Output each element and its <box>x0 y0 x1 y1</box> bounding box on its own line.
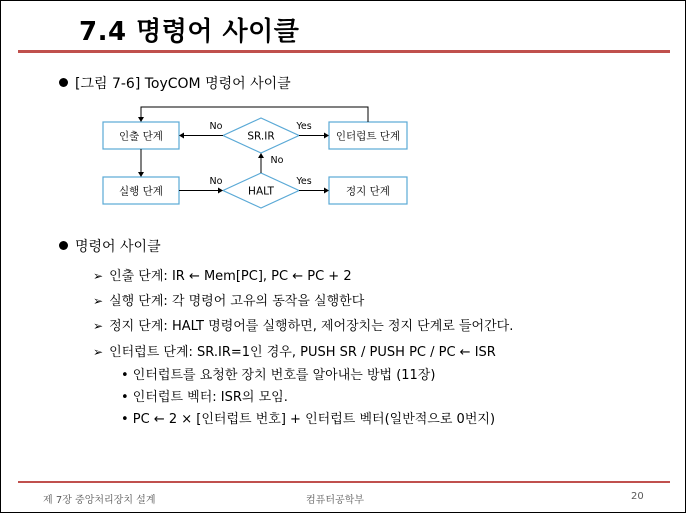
yes-label-sr-ir: Yes <box>296 121 312 132</box>
no-label-sr-ir: No <box>209 121 223 132</box>
bullet-dot-icon <box>59 241 68 250</box>
interrupt-label: 인터럽트 단계 <box>335 130 401 143</box>
no-label-halt-up: No <box>270 155 284 166</box>
halt-state-label: 정지 단계 <box>346 185 390 198</box>
bullet-instruction-cycle <box>59 236 161 256</box>
arrow-bullet-icon: ➢ <box>93 319 104 333</box>
list-item: ➢ 인출 단계: IR ← Mem[PC], PC ← PC + 2 <box>93 269 352 284</box>
list-item: ➢ 인터럽트 단계: SR.IR=1인 경우, PUSH SR / PUSH PC / PC ← ISR <box>93 345 496 360</box>
bullet-figure-caption <box>59 73 291 93</box>
section-heading: 명령어 사이클 <box>75 239 161 255</box>
footer-department: 컴퓨터공학부 <box>306 495 364 506</box>
list-item: ➢ 정지 단계: HALT 명령어를 실행하면, 제어장치는 정지 단계로 들어간다. <box>93 319 514 334</box>
arrow-bullet-icon: ➢ <box>93 294 104 308</box>
footer-chapter: 제 7장 중앙처리장치 설계 <box>43 495 156 506</box>
sr-ir-label: SR.IR <box>247 130 275 143</box>
sub-list-item: • 인터럽트 벡터: ISR의 모임. <box>121 390 288 405</box>
fetch-label: 인출 단계 <box>119 130 163 143</box>
arrow-bullet-icon: ➢ <box>93 345 104 359</box>
figure-caption: [그림 7-6] ToyCOM 명령어 사이클 <box>75 76 291 92</box>
title-divider <box>18 50 670 53</box>
bullet-dot-icon <box>59 78 68 87</box>
page-number: 20 <box>631 491 644 502</box>
footer-divider <box>18 481 670 483</box>
list-item: ➢ 실행 단계: 각 명령어 고유의 동작을 실행한다 <box>93 294 365 309</box>
sub-list-item: • 인터럽트를 요청한 장치 번호를 알아내는 방법 (11장) <box>121 368 436 383</box>
yes-label-halt: Yes <box>296 176 312 187</box>
no-label-halt-left: No <box>209 176 223 187</box>
page-title: 7.4 명령어 사이클 <box>79 17 300 47</box>
execute-label: 실행 단계 <box>119 185 163 198</box>
halt-label: HALT <box>248 185 274 198</box>
instruction-cycle-diagram <box>97 101 417 216</box>
arrow-bullet-icon: ➢ <box>93 269 104 283</box>
sub-list-item: • PC ← 2 × [인터럽트 번호] + 인터럽트 벡터(일반적으로 0번지) <box>121 412 496 427</box>
